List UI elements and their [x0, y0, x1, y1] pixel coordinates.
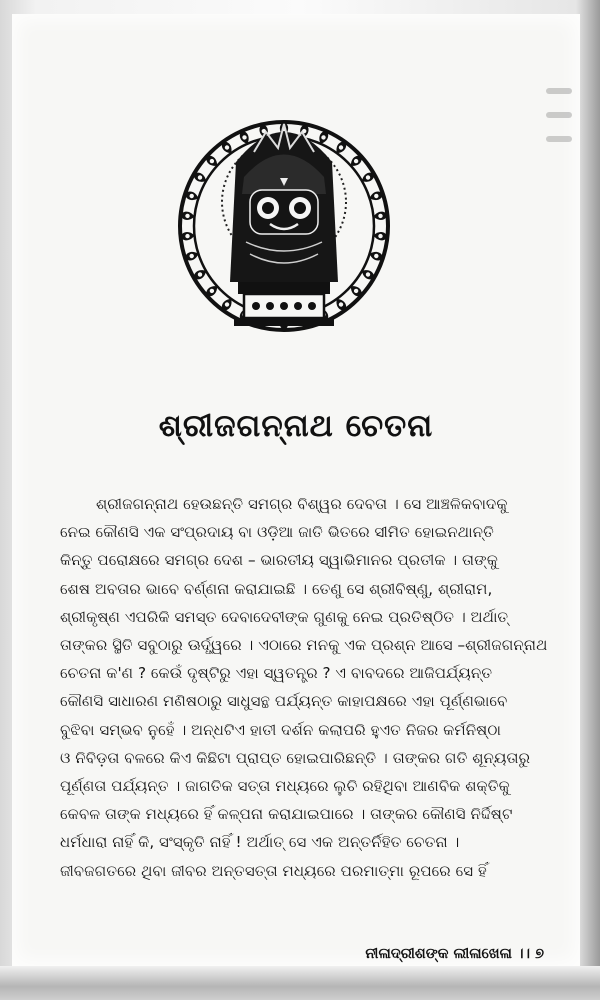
text-line: କିନ୍ତୁ ପରୋକ୍ଷରେ ସମଗ୍ର ଦେଶ – ଭାରତୀୟ ସ୍ୱାଭିମାନର ପ୍ରତୀକ । ତାଙ୍କୁ — [60, 551, 498, 570]
text-line: କେବଳ ତାଙ୍କ ମଧ୍ୟରେ ହିଁ କଳ୍ପନା କରାଯାଇପାରେ । ତାଙ୍କର କୌଣସି ନିର୍ଦ୍ଦିଷ୍ଟ — [60, 805, 513, 824]
text-line: ଜୀବଜଗତରେ ଥିବା ଜୀବର ଅନ୍ତସତ୍ତା ମଧ୍ୟରେ ପରମାତ୍ମା ରୂପରେ ସେ ହିଁ — [60, 861, 487, 880]
text-line: ଚେତନା କ'ଣ ? କେଉଁ ଦୃଷ୍ଟିରୁ ଏହା ସ୍ୱତନ୍ତ୍ର ? ଏ ବାବଦରେ ଆଜିପର୍ଯ୍ୟନ୍ତ — [60, 664, 493, 683]
text-line: ଶେଷ ଅବତାର ଭାବେ ବର୍ଣ୍ଣନା କରାଯାଇଛି । ତେଣୁ ସେ ଶ୍ରୀବିଷ୍ଣୁ, ଶ୍ରୀରାମ, — [60, 579, 493, 598]
text-line: ପୂର୍ଣ୍ଣତା ପର୍ଯ୍ୟନ୍ତ । ଜାଗତିକ ସତ୍ତା ମଧ୍ୟରେ ଲୁଚି ରହିଥିବା ଆଣବିକ ଶକ୍ତିକୁ — [60, 777, 510, 796]
text-line: ଶ୍ରୀଜଗନ୍ନାଥ ହେଉଛନ୍ତି ସମଗ୍ର ବିଶ୍ୱର ଦେବତା । ସେ ଆଞ୍ଚଳିକବାଦକୁ — [96, 495, 508, 513]
body-paragraph — [60, 490, 570, 885]
text-line: ନେଇ କୌଣସି ଏକ ସଂପ୍ରଦାୟ ବା ଓଡ଼ିଆ ଜାତି ଭିତରେ ସୀମିତ ହୋଇନଥାନ୍ତି — [60, 523, 494, 542]
text-line: ବୁଝିବା ସମ୍ଭବ ନୁହେଁ । ଅନ୍ଧଟିଏ ହାତୀ ଦର୍ଶନ କଲାପରି ହୁଏତ ନିଜର କର୍ମନିଷ୍ଠା — [60, 720, 501, 739]
scan-bottom-edge — [0, 966, 600, 1000]
chapter-title: ଶ୍ରୀଜଗନ୍ନାଥ ଚେତନା — [158, 408, 434, 444]
running-footer: ନୀଳାଦ୍ରୀଶଙ୍କ ଲୀଳାଖେଳା ।। ୭ — [365, 946, 544, 962]
text-line: ଧର୍ମଧାରା ନାହିଁ କି, ସଂସ୍କୃତି ନାହିଁ ! ଅର୍ଥାତ୍ ସେ ଏକ ଅନ୍ତର୍ନିହିତ ଚେତନା । — [60, 833, 460, 852]
text-line: ଶ୍ରୀକୃଷ୍ଣ ଏପରିକି ସମସ୍ତ ଦେବାଦେବୀଙ୍କ ଗୁଣକୁ ନେଇ ପ୍ରତିଷ୍ଠିତ । ଅର୍ଥାତ୍ — [60, 607, 509, 626]
book-page — [12, 14, 580, 966]
text-line: କୌଣସି ସାଧାରଣ ମଣିଷଠାରୁ ସାଧୁସନ୍ଥ ପର୍ଯ୍ୟନ୍ତ କାହାପକ୍ଷରେ ଏହା ପୂର୍ଣ୍ଣଭାବେ — [60, 692, 508, 711]
text-line: ଓ ନିବିଡ଼ତା ବଳରେ କିଏ କିଛିଟା ପ୍ରାପ୍ତ ହୋଇପାରିଛନ୍ତି । ତାଙ୍କର ଗତି ଶୂନ୍ୟତାରୁ — [60, 748, 531, 767]
bleed-through-marks — [540, 70, 580, 190]
text-line: ତାଙ୍କର ସ୍ଥିତି ସବୁଠାରୁ ଊର୍ଦ୍ଧ୍ୱରେ । ଏଠାରେ ମନକୁ ଏକ ପ୍ରଶ୍ନ ଆସେ –ଶ୍ରୀଜଗନ୍ନାଥ — [60, 636, 548, 655]
jagannath-deity-emblem-icon — [174, 82, 394, 372]
